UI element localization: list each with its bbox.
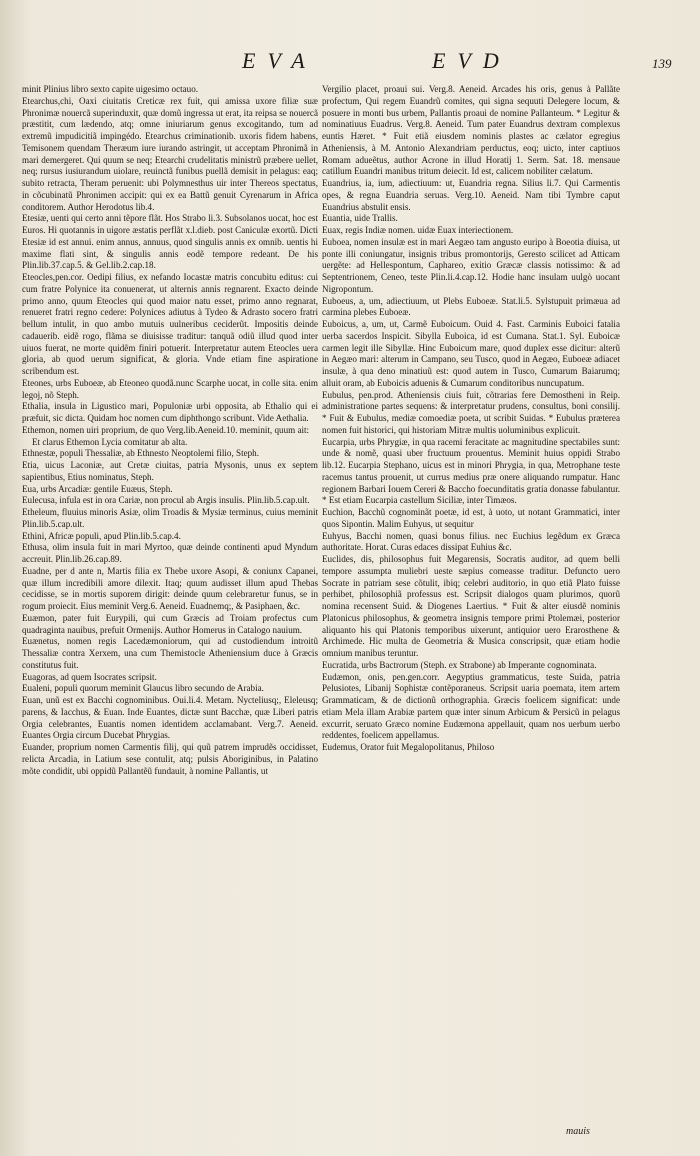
entry: Euantia, uide Trallis.	[322, 213, 398, 224]
entry: Eulecusa, infula est in ora Cariæ, non procul ab Argis insulis. Plin.lib.5.cap.ult.	[22, 495, 310, 506]
entry: Etheleum, fluuius minoris Asiæ, olim Troadis & Mysiæ terminus, cuius meminit Plin.lib.5.cap.ult.	[22, 507, 318, 529]
entry: Ethnestæ, populi Thessaliæ, ab Ethnesto Neoptolemi filio, Steph.	[22, 448, 260, 459]
header-left: EVA	[242, 48, 317, 73]
left-column	[22, 84, 318, 777]
entry: Etearchus,chi, Oaxi ciuitatis Creticæ rex fuit, qui amissa uxore filiæ suæ Phronimæ nouercã superinduxit, quæ domũ ingressa ut erat, ita reipsa se nouercã præstitit, cum lædendo, atq; omne iniuriarum genus excogitando, tum ad extremũ impudicitiã impingédo. Etearchus criminationib. uxoris fidem habens, Temisonem quendam Theræum iure iurando astringit, ut acceptam Phronimã in mari demergeret. Qui quum se neq; Etearchi crudelitatis ministrũ præbere uellet, neq; rursus iusiurandum uiolare, reuinctã funibus puellã demisit in pelagus: eaq; subito retracta, Theram peruenit: ubi Polymnesthus uir inter Thereos spectatus, in cõcubinatũ Phronimen accipit: qui ex ea Battũ genuit Cyrenarum in Africa conditorem. Author Herodotus lib.4.	[22, 95, 318, 212]
entry: Euadne, per d ante n, Martis filia ex Thebe uxore Asopi, & coniunx Capanei, quæ illum incredibili amore dilexit. Itaq; quum audisset illum apud Thebas cecidisse, se in mortis suporem dirigit: deinde quum celebraretur funus, se in rogum proiecit. Eius meminit Verg.6. Aeneid. Euadnemq;, & Pasiphaen, &c.	[22, 565, 318, 611]
page-number: 139	[652, 56, 672, 71]
entry: Euander, proprium nomen Carmentis filij, qui quũ patrem imprudẽs occidisset, relicta Arcadia, in Latium sese contulit, atq; pulsis Aboriginibus, in Palatino mõte condidit, ubi oppidũ Pallantẽũ fundauit, à nomine Pallantis, ut	[22, 742, 318, 776]
entry: Euboicus, a, um, ut, Carmẽ Euboicum. Ouid 4. Fast. Carminis Euboici fatalia uerba sacerdos Inspicit. Sibylla Euboica, id est Cumana. Stat.1. Syl. Euboicæ carmen legit ille Sibyllæ. Hinc Euboicum mare, quod duplex esse dicitur: alterũ in Aegæo mari: alterum in Campano, seu Tusco, quod in Aegæo, Euboeæ adiacet insulæ, à qua deno minatiuũ est: quod autem in Tusco, Cumarum Baiarumq; alluit oram, ab Euboicis aduenis & Cumarum conditoribus nuncupatum.	[322, 319, 620, 388]
entry: Eudemus, Orator fuit Megalopolitanus, Philoso	[322, 742, 495, 752]
entry: Euax, regis Indiæ nomen. uidæ Euax interiectionem.	[322, 225, 514, 235]
entry: Eteones, urbs Euboeæ, ab Eteoneo quodã.nunc Scarphe uocat, in colle sita. enim legoj, nõ Steph.	[22, 377, 318, 400]
right-column	[322, 84, 620, 754]
entry: Eteocles,pen.cor. Oedipi filius, ex nefando Iocastæ matris concubitu editus: cui cum fratre Polynice ita conuenerat, ut alternis annis regnarent. Exacto deinde primo anno, quum Eteocles qui quod maior natu esset, primo anno regnarat, renueret fratri regno cedere: Polynices adiutus à Tydeo & Adrasto socero fratri bellum intulit, in quo ambo mutuis uulneribus ceciderũt. Impositis deinde cadauerib. eidẽ rogo, flãma se diuisisse traditur: tanquã odiũ illud quod inter uiuos fuerat, ne morte quidẽm finiri potuerit. Interpretatur autem Eteocles uera gloria, ab quod uerum significat, & gloria. Vnde etiam fine aspiratione scribendum est.	[22, 272, 318, 376]
entry: Ethini, Africæ populi, apud Plin.lib.5.cap.4.	[22, 530, 181, 541]
entry: Euandrius, ia, ium, adiectiuum: ut, Euandria regna. Silius li.7. Qui Carmentis opes, & regna Euandria seruas. Verg.10. Aeneid. Nam tibi Tymbre caput Euandrius abstulit ensis.	[322, 178, 620, 212]
entry: Vergilio placet, proaui sui. Verg.8. Aeneid. Arcades his oris, genus à Pallãte profectum, Qui regem Euandrũ comites, qui signa sequuti Delegere locum, & posuere in monti bus urbem, Pallantis proaui de nomine Pallanteum. * Legitur & nominatiuus Euadrus. Verg.8. Aeneid. Tum pater Euandrus dextram complexus euntis Hæret. * Fuit etiã eiusdem nominis plastes ac cælator egregius Atheniensis, à M. Antonio Alexandriam perductus, eoq; uicto, inter captiuos Romam adueẽtus, author Acrone in illud Horatij 1. Serm. Sat. 18. mensaue catillum Euandri manibus tritum deiecit. Id est, calicem nobiliter cælatum.	[322, 84, 620, 177]
entry: Eua, urbs Arcadiæ: gentile Euæus, Steph.	[22, 483, 173, 494]
entry: Euchion, Bacchũ cognominãt poetæ, id est, à uoto, ut notant Grammatici, inter quos Sipontin. Malim Euhyus, ut sequitur	[322, 507, 620, 529]
entry: Euclides, dis, philosophus fuit Megarensis, Socratis auditor, ad quem belli tempore assumpta muliebri ueste sæpius comeasse traditur. Defuncto uero Socrate in patriam sese cõtulit, ibiq; celebri auditorio, in quo etiã Plato fuisse perhibet, philosophiã professus est. Scripsit dialogos quam plurimos, quorũ nomina recensent Suid. & Diogenes Laertius. * Fuit & alter eiusdẽ nominis Platonicus philosophus, & geometra insignis tempore primi Ptolemæi, posterior aliquanto his qui Platonis temporibus uixerunt, antiquior uero Erarosthene & Archimede. Hic multa de Geometria & Musica conscripsit, quæ etiam hodie omnium manibus teruntur.	[322, 554, 620, 658]
entry: Eudæmon, onis, pen.gen.corr. Aegyptius grammaticus, teste Suida, patria Pelusiotes, Libanij Sophistæ contẽporaneus. Scripsit uaria poemata, item artem Grammaticam, & de dictionũ orthographia. Græcis foelicem significat: unde etiam Mela illam Arabiæ partem quæ inter sinum Arbicum & Persicũ in pelagus excurrit, seruato Græco nomine Eudæmona appellauit, quam nos uerbum uerbo reddentes, foelicem appellamus.	[322, 671, 620, 741]
entry: minit Plinius libro sexto capite uigesimo octauo.	[22, 84, 199, 94]
entry: Eubulus, pen.prod. Atheniensis ciuis fuit, cõtrarias fere Demostheni in Reip. administratione partes sequens: & interpretatur prudens, consultus, boni consilij. * Fuit & Eubulus, mediæ comoediæ poeta, ut scribit Suidas. * Eubulus præterea nomen fuit historici, qui historiam Mitræ multis uoluminibus explicuit.	[322, 389, 620, 435]
catchword: mauis	[566, 1126, 590, 1137]
entry: Etia, uicus Laconiæ, aut Cretæ ciuitas, patria Mysonis, unus ex septem sapientibus, Etius nominatus, Steph.	[22, 460, 318, 482]
running-header	[0, 48, 700, 80]
entry: Euan, unũ est ex Bacchi cognominibus. Oui.li.4. Metam. Nycteliusq;, Eleleusq; parens, & Iacchus, & Euan. Inde Euantes, dictæ sunt Bacchæ, quæ Liberi patris Orgia celebrantes, Euantis nomen identidem acclamabant. Verg.7. Aeneid. Euantes Orgia circum Ducebat Phrygias.	[22, 695, 318, 741]
entry: Euagoras, ad quem Isocrates scripsit.	[22, 671, 157, 682]
entry: Ethusa, olim insula fuit in mari Myrtoo, quæ deinde continenti apud Myndum accreuit. Plin.lib.26.cap.89.	[22, 542, 318, 564]
entry: Eualeni, populi quorum meminit Glaucus libro secundo de Arabia.	[22, 683, 264, 694]
entry: Euboeus, a, um, adiectiuum, ut Plebs Euboeæ. Stat.li.5. Sylstupuit primæua ad carmina plebes Euboeæ.	[322, 295, 620, 318]
entry: Euboea, nomen insulæ est in mari Aegæo tam angusto euripo à Boeotia diuisa, ut ponte illi coniungatur, insignis tribus promontorijs, Geresto scilicet ad Atticam uergẽte: ad Hellespontum, Caphareo, exitio Græcæ classis notissimo: & ad Septentrionem, Ceneo, teste Plin.li.4.cap.12. Hodie hanc insulam uulgò uocant Nigropontum.	[322, 236, 620, 294]
entry: Ethalia, insula in Ligustico mari, Populoniæ urbi opposita, ab Ethalio qui ei præfuit, sic dicta. Quidam hoc nomen cum diphthongo scribunt. Vide Aethalia.	[22, 401, 318, 423]
entry: Eucarpia, urbs Phrygiæ, in qua racemi feracitate ac magnitudine spectabiles sunt: unde & nomẽ, quasi uber fructuum prouentus. Meminit huius oppidi Strabo lib.12. Eucarpia Stephano, uicus est in minori Phrygia, in qua, Metrophane teste racemus tantus prouenit, ut currus medius præ onere aliquando rumpatur. Hanc regionem Barbari Iouem Cereri & Baccho foecunditatis gratia donasse fabulantur. * Est etiam Eucarpia castellum Siciliæ, inter Timæos.	[322, 436, 620, 506]
entry: Ethemon, nomen uiri proprium, de quo Verg.lib.Aeneid.10. meminit, quum ait:	[22, 424, 310, 435]
entry: Eucratida, urbs Bactrorum (Steph. ex Strabone) ab Imperante cognominata.	[322, 659, 597, 670]
header-right: EVD	[432, 48, 511, 73]
verse-quote: Et clarus Ethemon Lycia comitatur ab alta.	[32, 436, 188, 447]
entry: Etesiæ, uenti qui certo anni tẽpore flãt. Hos Strabo li.3. Subsolanos uocat, hoc est Euros. Hi quotannis in uigore æstatis perflãt x.l.dieb. post Caniculæ exortũ. Dicti Etesiæ id est annui. enim annus, annuus, quod singulis annis ex omnib. uentis hi maxime flati sint, & singulis annis eodẽ tempore redeant. De his Plin.lib.37.cap.5. & Gel.lib.2.cap.18.	[22, 213, 318, 271]
entry: Euænetus, nomen regis Lacedæmoniorum, qui ad custodiendum introitũ Thessaliæ contra Xerxem, una cum Themistocle Atheniensium duce à Græcis constitutus fuit.	[22, 636, 318, 670]
entry: Euæmon, pater fuit Eurypili, qui cum Græcis ad Troiam profectus cum quadraginta nauibus, prefuit Ormenijs. Author Homerus in Catalogo nauium.	[22, 612, 318, 635]
entry: Euhyus, Bacchi nomen, quasi bonus filius. nec Euchius legẽdum ex Græca authoritate. Horat. Curas edaces dissipat Euhius &c.	[322, 530, 620, 553]
